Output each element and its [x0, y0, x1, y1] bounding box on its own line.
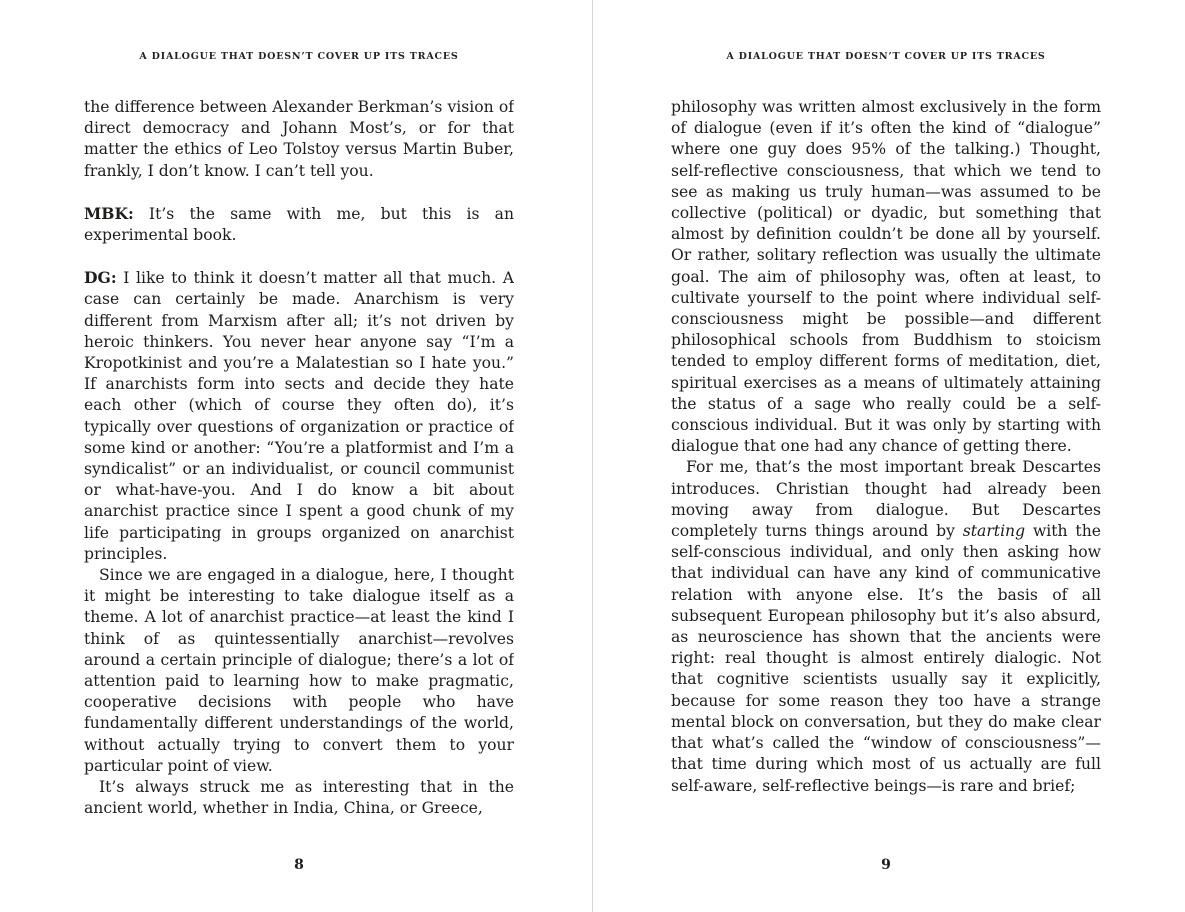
page-number-left: 8	[294, 857, 304, 873]
emphasized-text: starting	[962, 522, 1026, 541]
page-gutter-divider	[592, 0, 593, 912]
body-run: It’s the same with me, but this is an experimental book.	[84, 204, 514, 245]
page-right	[671, 0, 1101, 912]
page-right-body	[671, 97, 1101, 823]
paragraph	[671, 457, 1101, 796]
page-left-body	[84, 97, 514, 823]
running-header-right: A DIALOGUE THAT DOESN’T COVER UP ITS TRACES	[726, 51, 1046, 62]
body-run: For me, that’s the most important break Descartes introduces. Christian thought had already been moving away from dialogue. But Descartes completely turns things around by	[671, 458, 1101, 541]
page-number-right: 9	[881, 857, 891, 873]
page-left	[84, 0, 514, 912]
paragraph	[84, 565, 514, 777]
body-run: It’s always struck me as interesting that in the ancient world, whether in India, China, or Greece,	[84, 778, 514, 818]
paragraph	[84, 203, 514, 246]
body-run: philosophy was written almost exclusively in the form of dialogue (even if it’s often the kind of “dialogue” where one guy does 95% of the talking.) Thought, self-reflective consciousness, that which we tend to see as making us truly human—was assumed to be collective (political) or dyadic, but something that almost by definition couldn’t be done all by yourself. Or rather, solitary reflection was usually the ultimate goal. The aim of philosophy was, often at least, to cultivate yourself to the point where individual self-consciousness might be possible—and different philosophical schools from Buddhism to stoicism tended to employ different forms of meditation, diet, spiritual exercises as a means of ultimately attaining the status of a sage who really could be a self-conscious individual. But it was only by starting with dialogue that one had any chance of getting there.	[671, 98, 1101, 456]
body-run: Since we are engaged in a dialogue, here, I thought it might be interesting to take dialogue itself as a theme. A lot of anarchist practice—at least the kind I think of as quintessentially anarchist—revolves around a certain principle of dialogue; there’s a lot of attention paid to learning how to make pragmatic, cooperative decisions with people who have fundamentally different understandings of the world, without actually trying to convert them to your particular point of view.	[84, 566, 514, 775]
body-run: the difference between Alexander Berkman’s vision of direct democracy and Johann Most’s, or for that matter the ethics of Leo Tolstoy versus Martin Buber, frankly, I don’t know. I can’t tell you.	[84, 98, 514, 180]
paragraph	[84, 777, 514, 819]
body-run: with the self-conscious individual, and only then asking how that individual can have any kind of communicative relation with anyone else. It’s the basis of all subsequent European philosophy but it’s also absurd, as neuroscience has shown that the ancients were right: real thought is almost entirely dialogic. Not that cognitive scientists usually say it explicitly, because for some reason they too have a strange mental block on conversation, but they do make clear that what’s called the “window of consciousness”—that time during which most of us actually are full self-aware, self-reflective beings—is rare and brief;	[671, 522, 1101, 795]
running-header-left: A DIALOGUE THAT DOESN’T COVER UP ITS TRACES	[139, 51, 459, 62]
paragraph	[84, 267, 514, 565]
body-run: I like to think it doesn’t matter all that much. A case can certainly be made. Anarchism is very different from Marxism after all; it’s not driven by heroic thinkers. You never hear anyone say “I’m a Kropotkinist and you’re a Malatestian so I hate you.” If anarchists form into sects and decide they hate each other (which of course they often do), it’s typically over questions of organization or practice of some kind or another: “You’re a platformist and I’m a syndicalist” or an individualist, or council communist or what-have-you. And I do know a bit about anarchist practice since I spent a good chunk of my life participating in groups organized on anarchist principles.	[84, 269, 514, 563]
paragraph	[84, 97, 514, 182]
speaker-label: MBK:	[84, 203, 134, 223]
speaker-label: DG:	[84, 268, 117, 288]
paragraph	[671, 97, 1101, 457]
